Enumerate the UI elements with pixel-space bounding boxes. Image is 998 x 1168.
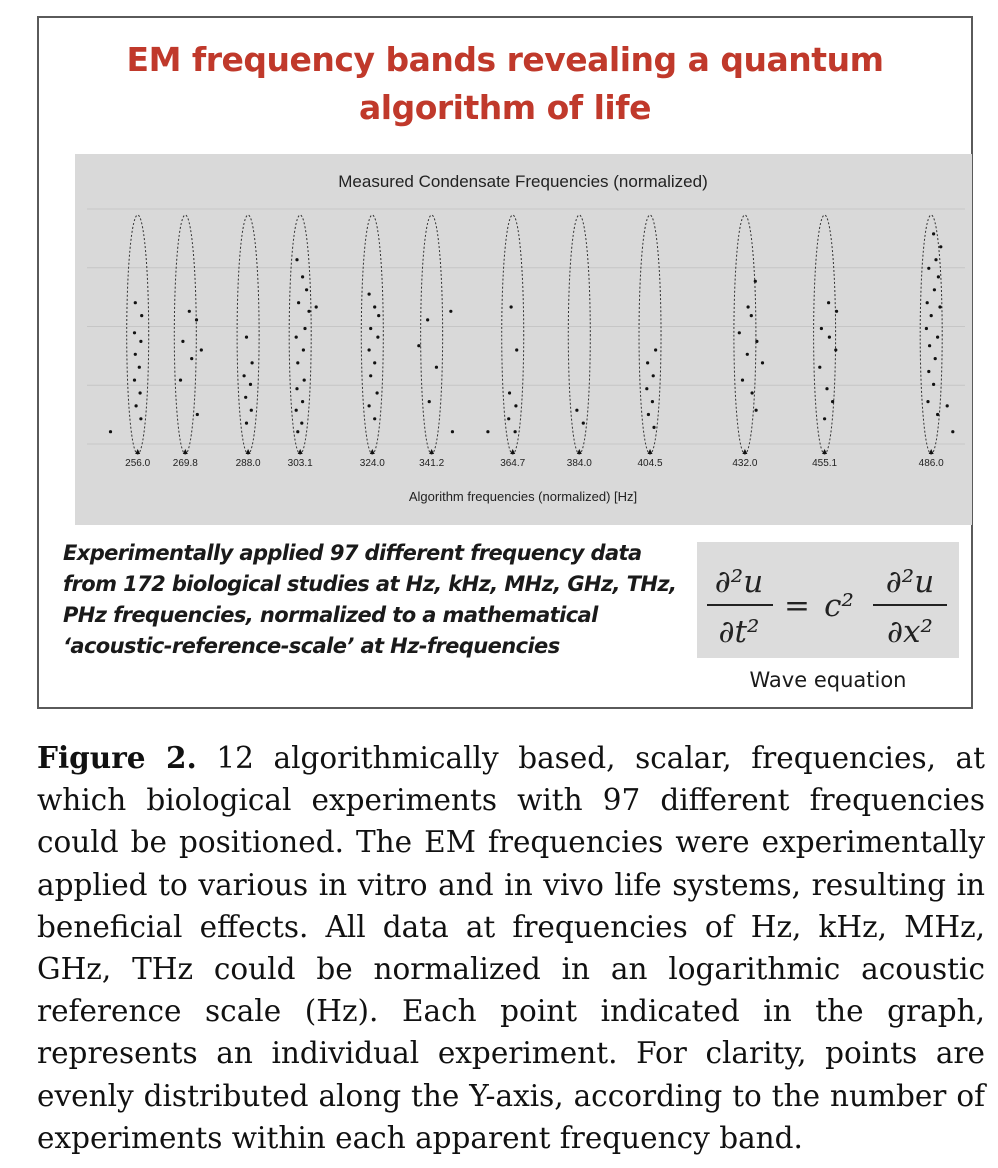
experiment-point (135, 404, 138, 407)
tick-label: 341.2 (419, 458, 445, 469)
band-ellipse (127, 215, 149, 454)
experiment-point (196, 413, 199, 416)
experiment-point (926, 400, 929, 403)
experiment-point (937, 275, 940, 278)
band-ellipse (361, 215, 383, 454)
experiment-point (188, 310, 191, 313)
experiment-point (134, 353, 137, 356)
experiment-point (451, 430, 454, 433)
wave-equation (697, 542, 959, 658)
experiment-point (827, 301, 830, 304)
experiment-point (376, 391, 379, 394)
equation-rhs-numerator: ∂²u (885, 564, 935, 600)
experiment-point (755, 409, 758, 412)
experiment-point (295, 336, 298, 339)
tick-label: 324.0 (359, 458, 385, 469)
experiment-point (301, 275, 304, 278)
experiment-point (426, 318, 429, 321)
tick-label: 288.0 (235, 458, 261, 469)
experiment-point (249, 383, 252, 386)
experiment-point (946, 404, 949, 407)
tick-label: 432.0 (732, 458, 758, 469)
experiment-point (936, 413, 939, 416)
experiment-point (139, 340, 142, 343)
experiment-point (927, 370, 930, 373)
band-ellipse (568, 215, 590, 454)
experiment-point (369, 327, 372, 330)
experiment-point (181, 340, 184, 343)
experiment-point (140, 314, 143, 317)
experiment-point (645, 387, 648, 390)
experiment-point (761, 361, 764, 364)
slide-title-line-1: EM frequency bands revealing a quantum (126, 40, 884, 79)
experiment-point (139, 391, 142, 394)
band-ellipse (237, 215, 259, 454)
experiment-point (936, 336, 939, 339)
chart-title: Measured Condensate Frequencies (normalized) (338, 172, 708, 191)
experiment-point (245, 336, 248, 339)
band-ellipse (289, 215, 311, 454)
experiment-point (250, 409, 253, 412)
figure-panel (37, 16, 973, 709)
experiment-point (195, 318, 198, 321)
experiment-point (301, 400, 304, 403)
equation-coefficient: c² (824, 588, 854, 624)
study-description: Experimentally applied 97 different frequency data from 172 biological studies at Hz, kHz, MHz, GHz, THz, PHz frequencies, normalized to a mathematical ‘acoustic-reference-scale’ at Hz-frequencies (63, 541, 677, 658)
band-ellipse (502, 215, 524, 454)
experiment-point (376, 336, 379, 339)
experiment-point (746, 353, 749, 356)
experiment-point (295, 387, 298, 390)
tick-label: 455.1 (812, 458, 838, 469)
experiment-point (303, 379, 306, 382)
experiment-point (368, 348, 371, 351)
experiment-point (373, 417, 376, 420)
tick-label: 303.1 (287, 458, 313, 469)
experiment-point (377, 314, 380, 317)
experiment-point (190, 357, 193, 360)
band-ellipse (174, 215, 196, 454)
equation-caption: Wave equation (749, 668, 907, 692)
experiment-point (926, 301, 929, 304)
experiment-point (417, 344, 420, 347)
experiment-point (818, 366, 821, 369)
frequency-scatter-chart (75, 154, 972, 525)
experiment-point (925, 327, 928, 330)
experiment-point (738, 331, 741, 334)
experiment-point (486, 430, 489, 433)
experiment-point (927, 267, 930, 270)
experiment-point (928, 344, 931, 347)
experiment-point (139, 417, 142, 420)
experiment-point (652, 426, 655, 429)
experiment-point (930, 314, 933, 317)
band-ellipse (421, 215, 443, 454)
tick-label: 384.0 (566, 458, 592, 469)
experiment-point (245, 422, 248, 425)
experiment-point (428, 400, 431, 403)
experiment-point (934, 357, 937, 360)
tick-label: 256.0 (125, 458, 151, 469)
band-ellipse (920, 215, 942, 454)
experiment-point (134, 301, 137, 304)
experiment-point (133, 331, 136, 334)
band-ellipse (734, 215, 756, 454)
experiment-point (296, 430, 299, 433)
experiment-point (932, 232, 935, 235)
experiment-point (647, 413, 650, 416)
experiment-point (828, 336, 831, 339)
experiment-point (654, 348, 657, 351)
experiment-point (514, 404, 517, 407)
band-ellipse (639, 215, 661, 454)
experiment-point (295, 258, 298, 261)
experiment-point (582, 422, 585, 425)
experiment-point (507, 417, 510, 420)
experiment-point (938, 305, 941, 308)
experiment-point (755, 340, 758, 343)
experiment-point (951, 430, 954, 433)
frequency-bands (109, 215, 955, 454)
experiment-point (368, 404, 371, 407)
experiment-point (449, 310, 452, 313)
tick-label: 269.8 (172, 458, 198, 469)
experiment-point (302, 348, 305, 351)
experiment-point (109, 430, 112, 433)
experiment-point (651, 400, 654, 403)
experiment-point (652, 374, 655, 377)
equation-rhs-denominator: ∂x² (887, 614, 933, 650)
equation-equals: = (784, 588, 810, 624)
experiment-point (939, 245, 942, 248)
figure-caption (37, 737, 985, 1159)
experiment-point (741, 379, 744, 382)
experiment-point (835, 310, 838, 313)
experiment-point (373, 305, 376, 308)
experiment-point (514, 430, 517, 433)
x-axis-ticks (125, 449, 944, 469)
experiment-point (251, 361, 254, 364)
experiment-point (747, 305, 750, 308)
experiment-point (244, 396, 247, 399)
experiment-point (368, 293, 371, 296)
experiment-point (138, 366, 141, 369)
experiment-point (300, 422, 303, 425)
experiment-point (575, 409, 578, 412)
experiment-point (515, 348, 518, 351)
experiment-point (820, 327, 823, 330)
experiment-point (750, 314, 753, 317)
slide-title (39, 36, 971, 132)
experiment-point (831, 400, 834, 403)
wave-equation-svg (697, 542, 959, 658)
equation-lhs-numerator: ∂²u (714, 564, 764, 600)
experiment-point (435, 366, 438, 369)
experiment-point (179, 379, 182, 382)
experiment-point (754, 280, 757, 283)
experiment-point (646, 361, 649, 364)
experiment-point (373, 361, 376, 364)
figure-label: Figure 2. (37, 740, 197, 775)
tick-label: 486.0 (918, 458, 944, 469)
experiment-point (508, 391, 511, 394)
experiment-point (296, 361, 299, 364)
chart-canvas (75, 154, 972, 525)
slide-title-line-2: algorithm of life (359, 88, 651, 127)
experiment-point (751, 391, 754, 394)
experiment-point (825, 387, 828, 390)
experiment-point (133, 379, 136, 382)
figure-caption-text: 12 algorithmically based, scalar, frequencies, at which biological experiments with 97 different frequencies could be positioned. The EM frequencies were experimentally applied to various in vitro and in vivo life systems, resulting in beneficial effects. All data at frequencies of Hz, kHz, MHz, GHz, THz could be normalized in an logarithmic acoustic reference scale (Hz). Each point indicated in the graph, represents an individual experiment. For clarity, points are evenly distributed along the Y-axis, according to the number of experiments within each apparent frequency band. (37, 741, 985, 1155)
experiment-point (200, 348, 203, 351)
experiment-point (303, 327, 306, 330)
experiment-point (295, 409, 298, 412)
experiment-point (243, 374, 246, 377)
experiment-point (305, 288, 308, 291)
experiment-point (834, 348, 837, 351)
experiment-point (933, 288, 936, 291)
experiment-point (823, 417, 826, 420)
tick-label: 404.5 (637, 458, 663, 469)
equation-lhs-denominator: ∂t² (718, 614, 760, 650)
experiment-point (307, 310, 310, 313)
experiment-point (934, 258, 937, 261)
experiment-point (369, 374, 372, 377)
experiment-point (297, 301, 300, 304)
experiment-point (932, 383, 935, 386)
experiment-point (510, 305, 513, 308)
experiment-point (315, 305, 318, 308)
tick-label: 364.7 (500, 458, 526, 469)
x-axis-label: Algorithm frequencies (normalized) [Hz] (408, 489, 638, 504)
